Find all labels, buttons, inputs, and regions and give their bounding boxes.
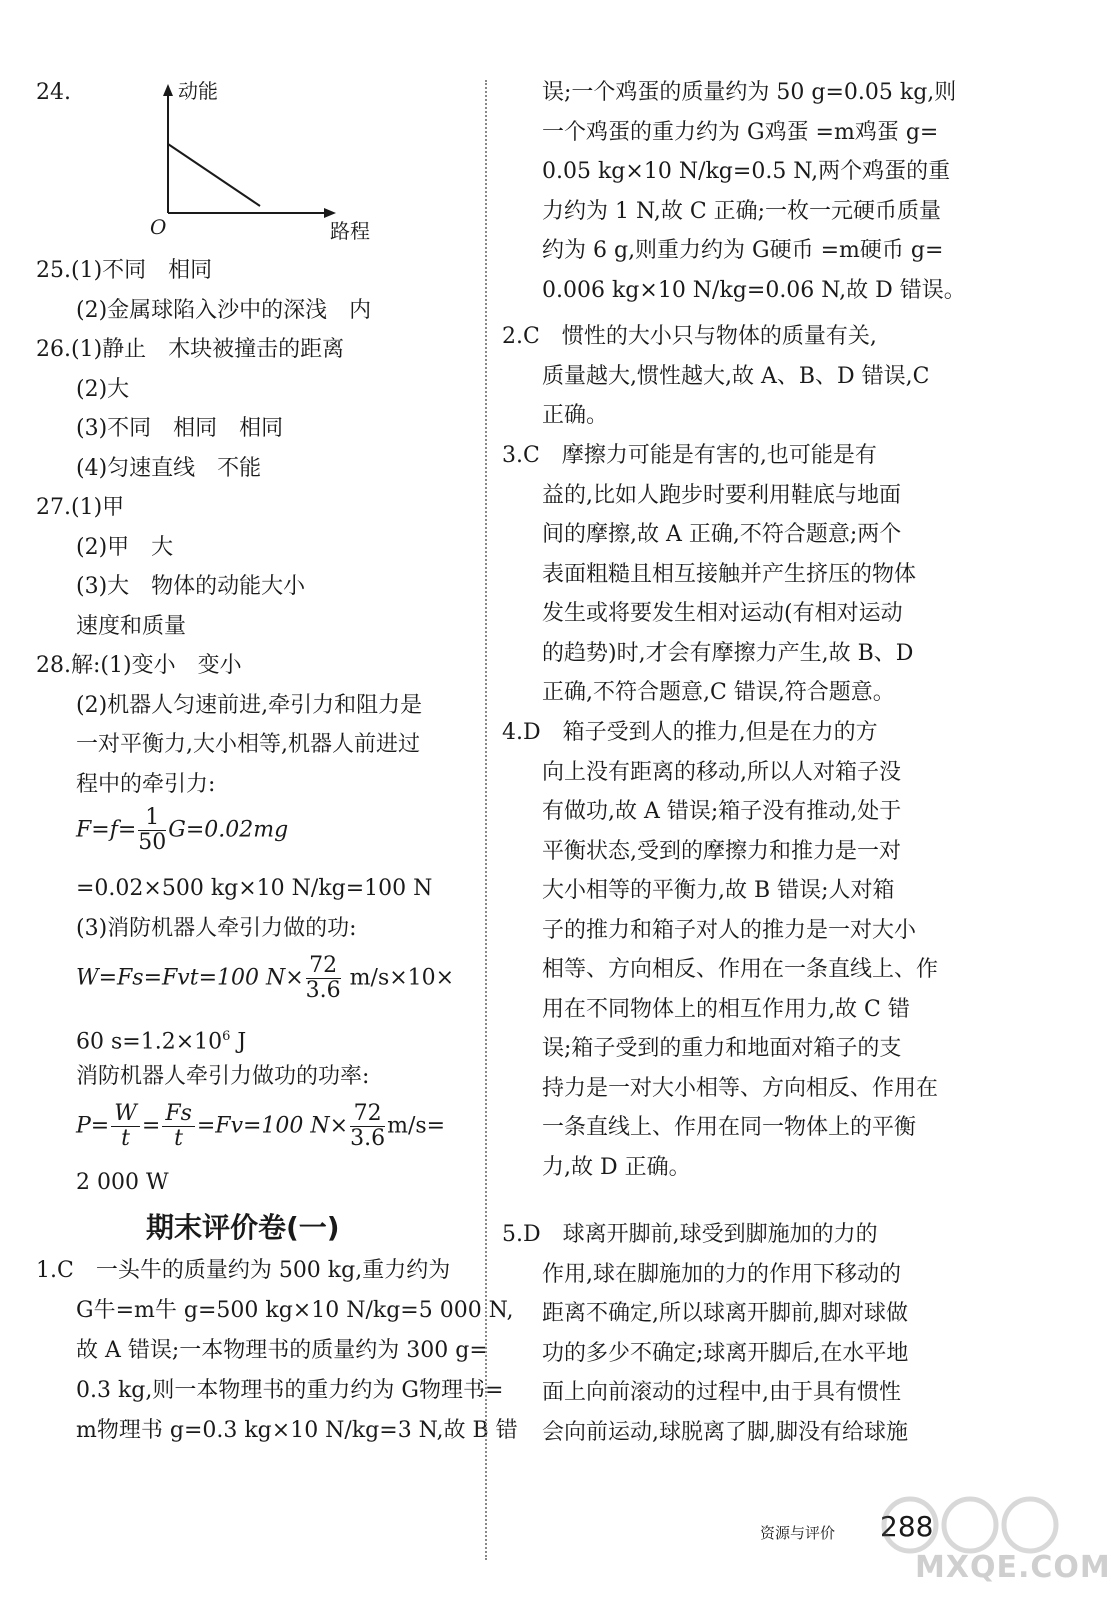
r-line-23: 相等、方向相反、作用在一条直线上、作 bbox=[542, 957, 939, 982]
r-line-15: 的趋势)时,才会有摩擦力产生,故 B、D bbox=[542, 641, 914, 666]
r-line-8: 质量越大,惯性越大,故 A、B、D 错误,C bbox=[542, 364, 930, 389]
p1-line-5: m物理书 g=0.3 kg×10 N/kg=3 N,故 B 错 bbox=[76, 1418, 518, 1443]
page-number: 288 bbox=[880, 1510, 934, 1543]
r-line-4: 力约为 1 N,故 C 正确;一枚一元硬币质量 bbox=[542, 199, 942, 224]
r-line-20: 平衡状态,受到的摩擦力和推力是一对 bbox=[542, 839, 901, 864]
graph-line bbox=[168, 144, 260, 206]
r-line-10: 3.C 摩擦力可能是有害的,也可能是有 bbox=[502, 443, 877, 468]
r-line-19: 有做功,故 A 错误;箱子没有推动,处于 bbox=[542, 799, 902, 824]
r-line-32: 功的多少不确定;球离开脚后,在水平地 bbox=[542, 1341, 909, 1366]
q27-line-1: 27.(1)甲 bbox=[36, 495, 125, 520]
watermark-text: MXQE.COM bbox=[915, 1550, 1111, 1585]
r-line-5: 约为 6 g,则重力约为 G硬币 =m硬币 g= bbox=[542, 238, 944, 263]
r-line-21: 大小相等的平衡力,故 B 错误;人对箱 bbox=[542, 878, 895, 903]
q27-line-2: (2)甲 大 bbox=[76, 535, 174, 560]
q26-line-1: 26.(1)静止 木块被撞击的距离 bbox=[36, 337, 345, 362]
y-axis-label: 动能 bbox=[178, 79, 218, 103]
p1-line-4: 0.3 kg,则一本物理书的重力约为 G物理书= bbox=[76, 1378, 504, 1403]
q28-line-3: 一对平衡力,大小相等,机器人前进过 bbox=[76, 732, 420, 757]
q28-line-4: 程中的牵引力: bbox=[76, 772, 216, 797]
q26-line-4: (4)匀速直线 不能 bbox=[76, 456, 262, 481]
r-line-29: 5.D 球离开脚前,球受到脚施加的力的 bbox=[502, 1222, 878, 1247]
q25-line-1: 25.(1)不同 相同 bbox=[36, 258, 213, 283]
r-line-26: 持力是一对大小相等、方向相反、作用在 bbox=[542, 1076, 939, 1101]
r-line-17: 4.D 箱子受到人的推力,但是在力的方 bbox=[502, 720, 878, 745]
q26-line-3: (3)不同 相同 相同 bbox=[76, 416, 284, 441]
formula-work-result: 60 $s=1.2\times 10^6$ J bbox=[76, 1029, 247, 1055]
r-line-33: 面上向前滚动的过程中,由于具有惯性 bbox=[542, 1380, 901, 1405]
q28-line-1: 28.解:(1)变小 变小 bbox=[36, 653, 242, 678]
r-line-22: 子的推力和箱子对人的推力是一对大小 bbox=[542, 918, 917, 943]
r-line-12: 间的摩擦,故 A 正确,不符合题意;两个 bbox=[542, 522, 902, 547]
r-line-18: 向上没有距离的移动,所以人对箱子没 bbox=[542, 760, 901, 785]
formula-power-result: 2 000 W bbox=[76, 1170, 169, 1195]
r-line-9: 正确。 bbox=[542, 403, 609, 428]
formula-traction-force: F=f= $\frac{1}{50}$ G=0.02mg bbox=[76, 805, 289, 855]
r-line-7: 2.C 惯性的大小只与物体的质量有关, bbox=[502, 324, 877, 349]
r-line-3: 0.05 kg×10 N/kg=0.5 N,两个鸡蛋的重 bbox=[542, 159, 951, 184]
r-line-13: 表面粗糙且相互接触并产生挤压的物体 bbox=[542, 562, 917, 587]
kinetic-energy-graph bbox=[146, 78, 376, 243]
formula-traction-result: =0.02×500 kg×10 N/kg=100 N bbox=[76, 876, 433, 901]
q28-line-5: (3)消防机器人牵引力做的功: bbox=[76, 916, 357, 941]
origin-label: O bbox=[150, 215, 167, 239]
r-line-14: 发生或将要发生相对运动(有相对运动 bbox=[542, 601, 903, 626]
q25-line-2: (2)金属球陷入沙中的深浅 内 bbox=[76, 298, 372, 323]
q26-line-2: (2)大 bbox=[76, 377, 130, 402]
r-line-6: 0.006 kg×10 N/kg=0.06 N,故 D 错误。 bbox=[542, 278, 966, 303]
r-line-25: 误;箱子受到的重力和地面对箱子的支 bbox=[542, 1036, 902, 1061]
column-divider bbox=[485, 80, 487, 1560]
q27-line-3: (3)大 物体的动能大小 bbox=[76, 574, 306, 599]
q28-line-6: 消防机器人牵引力做功的功率: bbox=[76, 1064, 370, 1089]
x-axis-label: 路程 bbox=[330, 219, 370, 243]
p1-line-1: 1.C 一头牛的质量约为 500 kg,重力约为 bbox=[36, 1258, 451, 1283]
r-line-34: 会向前运动,球脱离了脚,脚没有给球施 bbox=[542, 1420, 908, 1445]
p1-line-2: G牛=m牛 g=500 kg×10 N/kg=5 000 N, bbox=[76, 1298, 514, 1323]
r-line-28: 力,故 D 正确。 bbox=[542, 1155, 691, 1180]
r-line-1: 误;一个鸡蛋的质量约为 50 g=0.05 kg,则 bbox=[542, 80, 957, 105]
q28-line-2: (2)机器人匀速前进,牵引力和阻力是 bbox=[76, 693, 423, 718]
r-line-2: 一个鸡蛋的重力约为 G鸡蛋 =m鸡蛋 g= bbox=[542, 120, 939, 145]
r-line-24: 用在不同物体上的相互作用力,故 C 错 bbox=[542, 997, 910, 1022]
p1-line-3: 故 A 错误;一本物理书的质量约为 300 g= bbox=[76, 1338, 488, 1363]
footer-label: 资源与评价 bbox=[760, 1524, 836, 1542]
x-axis-arrow bbox=[324, 208, 336, 218]
formula-power: P= $\frac{W}{t}$ = $\frac{Fs}{t}$ =Fv=100 N× $\frac{72}{3.6}$ m/s= bbox=[76, 1101, 446, 1151]
r-line-16: 正确,不符合题意,C 错误,符合题意。 bbox=[542, 680, 895, 705]
r-line-30: 作用,球在脚施加的力的作用下移动的 bbox=[542, 1262, 901, 1287]
r-line-11: 益的,比如人跑步时要利用鞋底与地面 bbox=[542, 483, 901, 508]
r-line-31: 距离不确定,所以球离开脚前,脚对球做 bbox=[542, 1301, 908, 1326]
formula-work: W=Fs=Fvt=100 N× $\frac{72}{3.6}$ m/s×10× bbox=[76, 953, 455, 1003]
y-axis-arrow bbox=[163, 84, 173, 96]
question-24-number: 24. bbox=[36, 80, 71, 105]
q27-line-4: 速度和质量 bbox=[76, 614, 187, 639]
section-title: 期末评价卷(一) bbox=[146, 1211, 340, 1244]
r-line-27: 一条直线上、作用在同一物体上的平衡 bbox=[542, 1115, 917, 1140]
